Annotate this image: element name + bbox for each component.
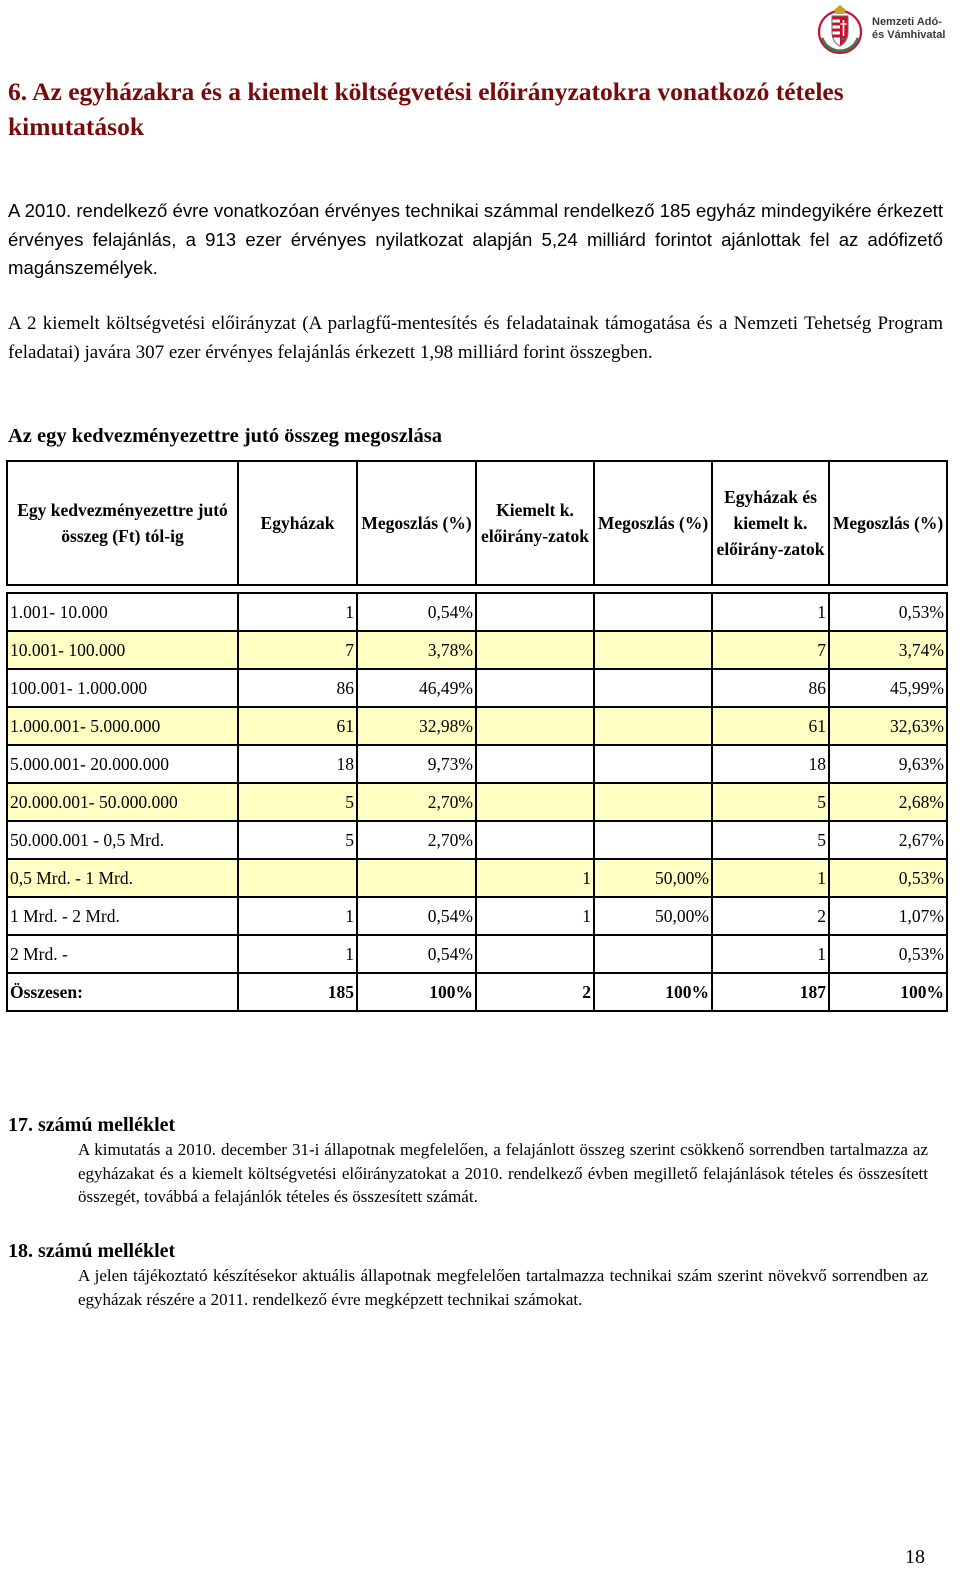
cell-appropriations: 2 xyxy=(476,973,594,1011)
distribution-table xyxy=(6,460,948,1012)
cell-appropriations-share xyxy=(594,935,712,973)
coat-of-arms-icon xyxy=(818,2,862,58)
paragraph-appropriations-summary: A 2 kiemelt költségvetési előirányzat (A parlagfű-mentesítés és feladatainak támogatása és a Nemzeti Tehetség Program feladatai) javára 307 ezer érvényes felajánlás érkezett 1,98 milliárd forint összegben. xyxy=(8,313,943,363)
cell-combined-share: 0,53% xyxy=(829,593,947,631)
cell-combined-share: 3,74% xyxy=(829,631,947,669)
cell-churches-share: 0,54% xyxy=(357,897,476,935)
table-row xyxy=(7,631,947,669)
cell-churches: 5 xyxy=(238,783,357,821)
cell-appropriations xyxy=(476,745,594,783)
cell-combined-share: 1,07% xyxy=(829,897,947,935)
cell-appropriations-share xyxy=(594,783,712,821)
cell-appropriations xyxy=(476,631,594,669)
cell-churches: 1 xyxy=(238,935,357,973)
cell-churches-share: 2,70% xyxy=(357,821,476,859)
cell-churches: 61 xyxy=(238,707,357,745)
cell-combined-share: 45,99% xyxy=(829,669,947,707)
header-appropriations: Kiemelt k. előirány-zatok xyxy=(476,461,594,585)
cell-combined: 1 xyxy=(712,593,829,631)
cell-combined-share: 0,53% xyxy=(829,859,947,897)
cell-combined-share: 2,68% xyxy=(829,783,947,821)
cell-churches: 18 xyxy=(238,745,357,783)
cell-appropriations-share: 50,00% xyxy=(594,897,712,935)
table-title: Az egy kedvezményezettre jutó összeg megoszlása xyxy=(8,425,442,447)
header-appropriations-share: Megoszlás (%) xyxy=(594,461,712,585)
table-header-row xyxy=(7,461,947,585)
cell-churches-share: 32,98% xyxy=(357,707,476,745)
table-row xyxy=(7,821,947,859)
table-row xyxy=(7,669,947,707)
cell-churches-share: 0,54% xyxy=(357,593,476,631)
cell-range: 2 Mrd. - xyxy=(7,935,238,973)
table-row xyxy=(7,745,947,783)
logo-line-2: és Vámhivatal xyxy=(872,29,946,41)
cell-appropriations-share xyxy=(594,593,712,631)
header-amount-range: Egy kedvezményezettre jutó összeg (Ft) tól-ig xyxy=(7,461,238,585)
table-total-row xyxy=(7,973,947,1011)
cell-churches: 5 xyxy=(238,821,357,859)
cell-total-label: Összesen: xyxy=(7,973,238,1011)
annex-18-body: A jelen tájékoztató készítésekor aktuális állapotnak megfelelően tartalmazza technikai szám szerint növekvő sorrendben az egyházak részére a 2011. rendelkező évre megképzett technikai számokat. xyxy=(78,1266,928,1309)
cell-churches-share xyxy=(357,859,476,897)
cell-combined-share: 32,63% xyxy=(829,707,947,745)
header-churches-share: Megoszlás (%) xyxy=(357,461,476,585)
nav-logo xyxy=(818,2,958,60)
cell-churches-share: 3,78% xyxy=(357,631,476,669)
cell-combined: 187 xyxy=(712,973,829,1011)
cell-range: 1.000.001- 5.000.000 xyxy=(7,707,238,745)
table-row xyxy=(7,935,947,973)
annex-17-title: 17. számú melléklet xyxy=(8,1114,176,1136)
cell-combined-share: 2,67% xyxy=(829,821,947,859)
cell-churches-share: 100% xyxy=(357,973,476,1011)
cell-combined: 1 xyxy=(712,859,829,897)
cell-range: 20.000.001- 50.000.000 xyxy=(7,783,238,821)
cell-appropriations-share: 50,00% xyxy=(594,859,712,897)
cell-appropriations-share xyxy=(594,745,712,783)
cell-churches: 7 xyxy=(238,631,357,669)
cell-churches: 1 xyxy=(238,897,357,935)
cell-appropriations xyxy=(476,707,594,745)
table-row xyxy=(7,783,947,821)
cell-churches-share: 46,49% xyxy=(357,669,476,707)
table-row xyxy=(7,593,947,631)
cell-range: 50.000.001 - 0,5 Mrd. xyxy=(7,821,238,859)
annex-18-title: 18. számú melléklet xyxy=(8,1240,176,1262)
cell-appropriations: 1 xyxy=(476,897,594,935)
cell-range: 5.000.001- 20.000.000 xyxy=(7,745,238,783)
cell-combined: 18 xyxy=(712,745,829,783)
cell-churches: 185 xyxy=(238,973,357,1011)
cell-range: 1 Mrd. - 2 Mrd. xyxy=(7,897,238,935)
cell-appropriations xyxy=(476,669,594,707)
cell-churches-share: 0,54% xyxy=(357,935,476,973)
cell-combined: 1 xyxy=(712,935,829,973)
page-number: 18 xyxy=(905,1546,925,1568)
table-row xyxy=(7,897,947,935)
table-row xyxy=(7,707,947,745)
cell-churches xyxy=(238,859,357,897)
cell-appropriations-share xyxy=(594,821,712,859)
cell-appropriations-share xyxy=(594,707,712,745)
logo-wordmark xyxy=(872,16,945,42)
cell-appropriations xyxy=(476,783,594,821)
cell-appropriations-share: 100% xyxy=(594,973,712,1011)
annex-17-body: A kimutatás a 2010. december 31-i állapotnak megfelelően, a felajánlott összeg szerint csökkenő sorrendben tartalmazza az egyházakat és a kiemelt költségvetési előirányzatokat a 2010. rendelkező évben megillető felajánlások tételes és összesített összegét, továbbá a felajánlók tételes és összesített számát. xyxy=(78,1140,928,1206)
cell-range: 10.001- 100.000 xyxy=(7,631,238,669)
cell-churches-share: 9,73% xyxy=(357,745,476,783)
cell-appropriations xyxy=(476,821,594,859)
section-heading: 6. Az egyházakra és a kiemelt költségvetési előirányzatokra vonatkozó tételes kimutatások xyxy=(8,77,844,141)
header-combined: Egyházak és kiemelt k. előirány-zatok xyxy=(712,461,829,585)
paragraph-churches-summary: A 2010. rendelkező évre vonatkozóan érvényes technikai számmal rendelkező 185 egyház mindegyikére érkezett érvényes felajánlás, a 913 ezer érvényes nyilatkozat alapján 5,24 milliárd forintot ajánlottak fel az adófizető magánszemélyek. xyxy=(8,200,943,278)
table-row xyxy=(7,859,947,897)
header-combined-share: Megoszlás (%) xyxy=(829,461,947,585)
cell-churches-share: 2,70% xyxy=(357,783,476,821)
logo-line-1: Nemzeti Adó- xyxy=(872,16,942,28)
cell-appropriations-share xyxy=(594,669,712,707)
cell-combined: 7 xyxy=(712,631,829,669)
cell-combined: 86 xyxy=(712,669,829,707)
cell-range: 1.001- 10.000 xyxy=(7,593,238,631)
cell-churches: 86 xyxy=(238,669,357,707)
cell-combined-share: 100% xyxy=(829,973,947,1011)
cell-churches: 1 xyxy=(238,593,357,631)
cell-appropriations-share xyxy=(594,631,712,669)
cell-combined: 2 xyxy=(712,897,829,935)
cell-combined: 61 xyxy=(712,707,829,745)
cell-range: 100.001- 1.000.000 xyxy=(7,669,238,707)
cell-appropriations: 1 xyxy=(476,859,594,897)
cell-range: 0,5 Mrd. - 1 Mrd. xyxy=(7,859,238,897)
cell-combined-share: 0,53% xyxy=(829,935,947,973)
cell-combined-share: 9,63% xyxy=(829,745,947,783)
cell-appropriations xyxy=(476,593,594,631)
cell-combined: 5 xyxy=(712,783,829,821)
cell-combined: 5 xyxy=(712,821,829,859)
cell-appropriations xyxy=(476,935,594,973)
header-churches: Egyházak xyxy=(238,461,357,585)
